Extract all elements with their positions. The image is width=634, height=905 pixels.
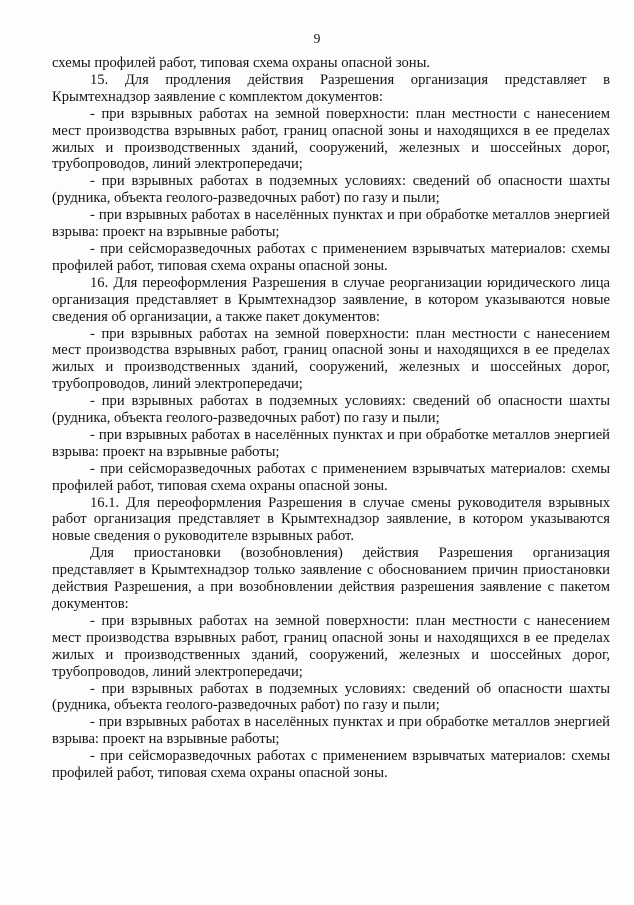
list-item-settlement-works: - при взрывных работах в населённых пунктах и при обработке металлов энергией взрыва: проект на взрывные работы; bbox=[52, 714, 610, 748]
list-item-seismic-works: - при сейсморазведочных работах с применением взрывчатых материалов: схемы профилей работ, типовая схема охраны опасной зоны. bbox=[52, 748, 610, 782]
paragraph-15-heading: 15. Для продления действия Разрешения организация представляет в Крымтехнадзор заявление с комплектом документов: bbox=[52, 71, 610, 105]
list-item-underground-works: - при взрывных работах в подземных условиях: сведений об опасности шахты (рудника, объекта геолого-разведочных работ) по газу и пыли; bbox=[52, 393, 610, 427]
list-item-settlement-works: - при взрывных работах в населённых пунктах и при обработке металлов энергией взрыва: проект на взрывные работы; bbox=[52, 207, 610, 241]
paragraph-16-1: 16.1. Для переоформления Разрешения в случае смены руководителя взрывных работ организация представляет в Крымтехнадзор заявление, в котором указываются новые сведения о руководителе взрывных работ. bbox=[52, 494, 610, 545]
page-number: 9 bbox=[313, 31, 321, 46]
document-body bbox=[52, 55, 610, 782]
list-item-surface-works: - при взрывных работах на земной поверхности: план местности с нанесением мест производства взрывных работ, границ опасной зоны и находящихся в ее пределах жилых и производственных зданий, сооружений, железных и шоссейных дорог, трубопроводов, линий электропередачи; bbox=[52, 612, 610, 680]
list-item-underground-works: - при взрывных работах в подземных условиях: сведений об опасности шахты (рудника, объекта геолого-разведочных работ) по газу и пыли; bbox=[52, 173, 610, 207]
list-item-surface-works: - при взрывных работах на земной поверхности: план местности с нанесением мест производства взрывных работ, границ опасной зоны и находящихся в ее пределах жилых и производственных зданий, сооружений, железных и шоссейных дорог, трубопроводов, линий электропередачи; bbox=[52, 105, 610, 173]
list-item-settlement-works: - при взрывных работах в населённых пунктах и при обработке металлов энергией взрыва: проект на взрывные работы; bbox=[52, 426, 610, 460]
paragraph-16-heading: 16. Для переоформления Разрешения в случае реорганизации юридического лица организация представляет в Крымтехнадзор заявление, в котором указываются новые сведения об организации, а также пакет документов: bbox=[52, 274, 610, 325]
list-item-seismic-works: - при сейсморазведочных работах с применением взрывчатых материалов: схемы профилей работ, типовая схема охраны опасной зоны. bbox=[52, 240, 610, 274]
list-item-surface-works: - при взрывных работах на земной поверхности: план местности с нанесением мест производства взрывных работ, границ опасной зоны и находящихся в ее пределах жилых и производственных зданий, сооружений, железных и шоссейных дорог, трубопроводов, линий электропередачи; bbox=[52, 325, 610, 393]
paragraph-continuation: схемы профилей работ, типовая схема охраны опасной зоны. bbox=[52, 55, 431, 71]
paragraph-suspension: Для приостановки (возобновления) действия Разрешения организация представляет в Крымтехнадзор только заявление с обоснованием причин приостановки действия Разрешения, а при возобновлении действия разрешения заявление с пакетом документов: bbox=[52, 545, 610, 612]
list-item-seismic-works: - при сейсморазведочных работах с применением взрывчатых материалов: схемы профилей работ, типовая схема охраны опасной зоны. bbox=[52, 460, 610, 494]
list-item-underground-works: - при взрывных работах в подземных условиях: сведений об опасности шахты (рудника, объекта геолого-разведочных работ) по газу и пыли; bbox=[52, 680, 610, 714]
